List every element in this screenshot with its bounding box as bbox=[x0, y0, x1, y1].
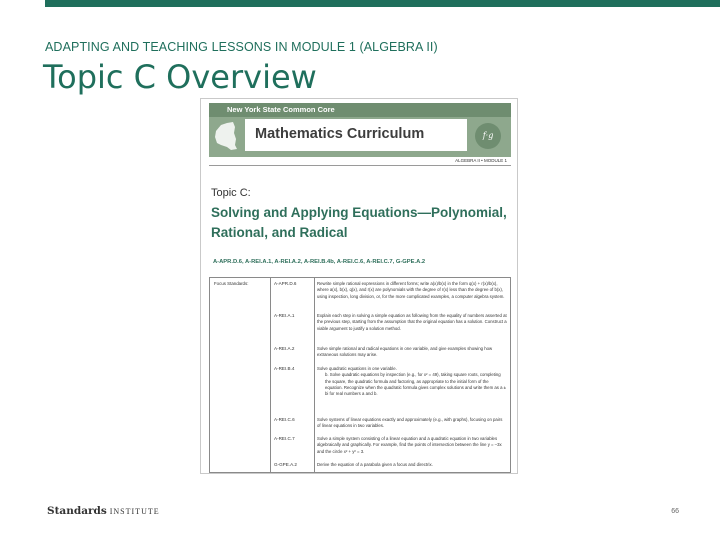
function-badge-icon: f·g bbox=[475, 123, 501, 149]
standard-description: Solve simple rational and radical equations in one variable, and give examples showing how extraneous solutions may arise. bbox=[317, 346, 493, 358]
module-tag: ALGEBRA II • MODULE 1 bbox=[455, 158, 507, 163]
column-divider bbox=[314, 278, 315, 472]
standards-institute-logo bbox=[47, 505, 160, 517]
banner-panel bbox=[245, 119, 467, 151]
standard-description: Solve systems of linear equations exactly and approximately (e.g., with graphs), focusing on pairs of linear equations in two variables. bbox=[317, 417, 503, 429]
banner-label: New York State Common Core bbox=[227, 105, 335, 114]
standard-code: A-REI.C.7 bbox=[274, 436, 295, 441]
divider bbox=[209, 165, 511, 166]
standard-code: A-REI.A.2 bbox=[274, 346, 295, 351]
slide-kicker: ADAPTING AND TEACHING LESSONS IN MODULE 1 (ALGEBRA II) bbox=[45, 40, 438, 54]
topic-label: Topic C: bbox=[211, 187, 251, 199]
standard-description: Rewrite simple rational expressions in different forms; write a(x)/b(x) in the form q(x) + r(x)/b(x), where a(x), b(x), q(x), and r(x) are polynomials with the degree of r(x) less than the degree of b(x), using inspection, long division, or, for the more complicated examples, a computer algebra system. bbox=[317, 281, 505, 299]
curriculum-heading: Mathematics Curriculum bbox=[255, 126, 425, 142]
logo-bold-text: Standards bbox=[47, 505, 107, 517]
page-number: 66 bbox=[671, 508, 679, 515]
new-york-map-icon bbox=[213, 119, 239, 153]
standard-subitem: b. Solve quadratic equations by inspection (e.g., for x² = 49), taking square roots, completing the square, the quadratic formula and factoring, as appropriate to the initial form of the equation. Recognize when the quadratic formula gives complex solutions and write them as a ± bi for real numbers a and b. bbox=[325, 372, 507, 397]
focus-standards-label: Focus Standards: bbox=[214, 281, 249, 286]
slide-title: Topic C Overview bbox=[43, 58, 317, 96]
standard-description bbox=[317, 366, 507, 397]
standard-description: Explain each step in solving a simple equation as following from the equality of numbers asserted at the previous step, starting from the assumption that the original equation has a solution. Construct a viable argument to justify a solution method. bbox=[317, 313, 507, 331]
standard-code: A-REI.A.1 bbox=[274, 313, 295, 318]
top-accent-bar bbox=[45, 0, 720, 7]
standard-description: Derive the equation of a parabola given a focus and directrix. bbox=[317, 462, 433, 467]
standard-code: A-REI.B.4 bbox=[274, 366, 295, 371]
curriculum-banner bbox=[209, 103, 511, 157]
standards-list: A-APR.D.6, A-REI.A.1, A-REI.A.2, A-REI.B.4b, A-REI.C.6, A-REI.C.7, G-GPE.A.2 bbox=[213, 259, 426, 265]
standard-code: A-REI.C.6 bbox=[274, 417, 295, 422]
standard-description: Solve a simple system consisting of a linear equation and a quadratic equation in two variables algebraically and graphically. For example, find the points of intersection between the line y = –3x and the circle x² + y² = 3. bbox=[317, 436, 502, 454]
standard-text: Solve quadratic equations in one variable. bbox=[317, 366, 397, 371]
curriculum-document-image bbox=[200, 98, 518, 474]
standard-code: A-APR.D.6 bbox=[274, 281, 297, 286]
focus-standards-table bbox=[209, 277, 511, 473]
topic-title: Solving and Applying Equations—Polynomial, Rational, and Radical bbox=[211, 205, 507, 240]
standard-code: G-GPE.A.2 bbox=[274, 462, 297, 467]
logo-light-text: INSTITUTE bbox=[109, 507, 160, 516]
column-divider bbox=[270, 278, 271, 472]
